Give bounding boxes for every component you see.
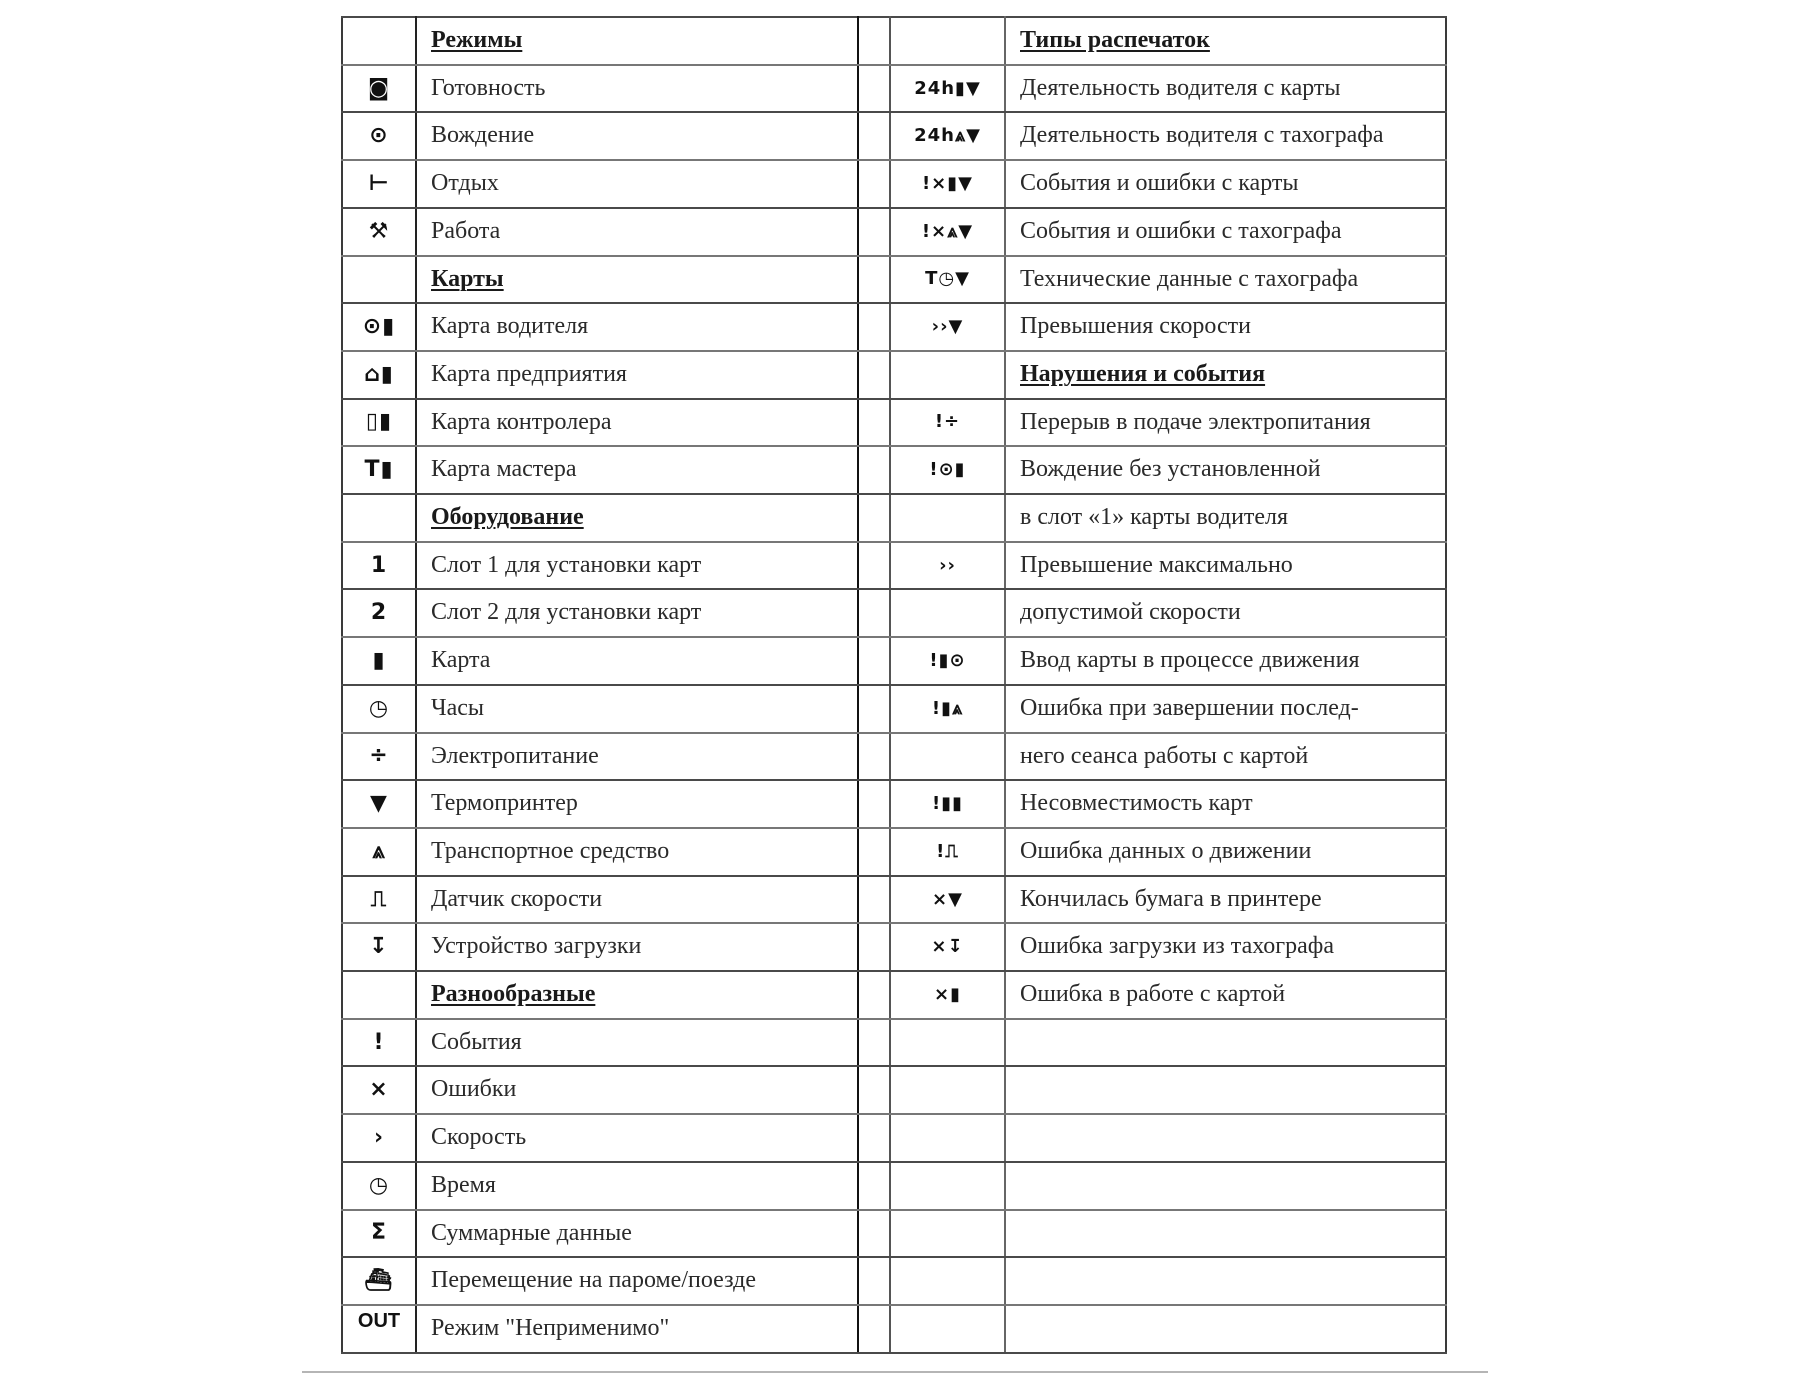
spacer-cell xyxy=(858,637,890,685)
symbol-cell xyxy=(890,494,1005,542)
description-cell xyxy=(416,160,858,208)
spacer-cell xyxy=(858,351,890,399)
description-cell xyxy=(1005,1210,1446,1258)
spacer-cell xyxy=(858,303,890,351)
description-cell xyxy=(416,1257,858,1305)
section-heading: Режимы xyxy=(431,27,523,53)
table-row xyxy=(342,971,1446,1019)
symbol-description: Ошибка при завершении послед- xyxy=(1020,694,1359,721)
description-cell xyxy=(1005,1257,1446,1305)
last-session-error-icon: !▮⩓ xyxy=(931,697,964,719)
symbol-description: События xyxy=(431,1028,522,1055)
spacer-cell xyxy=(858,1066,890,1114)
symbol-description: Ошибка в работе с картой xyxy=(1020,981,1286,1008)
printer-icon: ▼ xyxy=(370,791,388,817)
symbol-cell xyxy=(342,256,416,304)
spacer-cell xyxy=(858,446,890,494)
symbol-cell xyxy=(890,685,1005,733)
description-cell xyxy=(1005,1019,1446,1067)
symbol-cell xyxy=(342,828,416,876)
symbol-description: допустимой скорости xyxy=(1020,599,1241,626)
symbol-cell xyxy=(890,303,1005,351)
spacer-cell xyxy=(858,589,890,637)
symbol-cell xyxy=(342,494,416,542)
description-cell xyxy=(1005,828,1446,876)
spacer-cell xyxy=(858,828,890,876)
printout-driver-activity-card-icon: 24h▮▼ xyxy=(914,77,981,99)
symbol-cell xyxy=(890,17,1005,65)
symbol-description: Ошибки xyxy=(431,1076,517,1103)
vehicle-icon: ⩓ xyxy=(372,838,386,864)
table-row xyxy=(342,256,1446,304)
description-cell xyxy=(1005,208,1446,256)
spacer-cell xyxy=(858,542,890,590)
table-row xyxy=(342,1305,1446,1353)
description-cell xyxy=(416,351,858,399)
spacer-cell xyxy=(858,733,890,781)
driving-without-card-icon: !⊙▮ xyxy=(929,459,966,481)
symbol-description: Транспортное средство xyxy=(431,837,670,864)
section-heading: Разнообразные xyxy=(431,981,596,1008)
symbol-description: Кончилась бумага в принтере xyxy=(1020,885,1322,912)
description-cell xyxy=(1005,351,1446,399)
overspeed-icon: ›› xyxy=(939,554,956,576)
description-cell xyxy=(1005,65,1446,113)
description-cell xyxy=(1005,1305,1446,1353)
description-cell xyxy=(1005,589,1446,637)
symbol-description: Карта xyxy=(431,647,491,674)
description-cell xyxy=(416,1162,858,1210)
description-cell xyxy=(1005,1114,1446,1162)
description-cell xyxy=(1005,112,1446,160)
slot-1-icon: 1 xyxy=(370,552,388,578)
description-cell xyxy=(1005,923,1446,971)
symbol-cell xyxy=(342,1305,416,1353)
symbol-cell xyxy=(890,1305,1005,1353)
description-cell xyxy=(1005,637,1446,685)
symbol-description: Устройство загрузки xyxy=(431,933,642,960)
symbol-cell xyxy=(890,828,1005,876)
control-card-icon: ▯▮ xyxy=(365,409,393,435)
symbol-description: Технические данные с тахографа xyxy=(1020,265,1359,292)
error-icon: × xyxy=(369,1077,389,1103)
symbol-cell xyxy=(890,256,1005,304)
description-cell xyxy=(1005,1162,1446,1210)
table-row xyxy=(342,828,1446,876)
company-card-icon: ⌂▮ xyxy=(364,361,394,387)
symbol-cell xyxy=(342,542,416,590)
table-row xyxy=(342,1257,1446,1305)
table-row xyxy=(342,399,1446,447)
table-row xyxy=(342,160,1446,208)
symbol-description xyxy=(1006,1020,1445,1028)
download-device-icon: ↧ xyxy=(369,934,389,960)
description-cell xyxy=(416,112,858,160)
ready-mode-icon: ◙ xyxy=(367,75,391,101)
ferry-train-icon: ⛴ xyxy=(364,1268,394,1294)
symbol-cell xyxy=(890,1162,1005,1210)
description-cell xyxy=(1005,685,1446,733)
symbol-description: Превышения скорости xyxy=(1020,313,1251,340)
card-insertion-while-driving-icon: !▮⊙ xyxy=(929,649,966,671)
symbol-description: Деятельность водителя с карты xyxy=(1020,74,1341,101)
spacer-cell xyxy=(858,208,890,256)
symbol-cell xyxy=(890,1257,1005,1305)
symbol-cell xyxy=(890,399,1005,447)
table-row xyxy=(342,1066,1446,1114)
speed-sensor-icon: ⎍ xyxy=(370,886,388,912)
description-cell xyxy=(416,828,858,876)
spacer-cell xyxy=(858,112,890,160)
table-row xyxy=(342,1114,1446,1162)
symbol-cell xyxy=(342,1257,416,1305)
symbol-description: Термопринтер xyxy=(431,790,578,817)
symbol-cell xyxy=(890,446,1005,494)
symbol-description: Карта мастера xyxy=(431,456,577,483)
tachograph-symbols-table xyxy=(341,16,1447,1354)
table-row xyxy=(342,65,1446,113)
symbol-description: Суммарные данные xyxy=(431,1219,632,1246)
symbol-description: Готовность xyxy=(431,74,546,101)
symbol-description xyxy=(1006,1115,1445,1123)
symbol-description: в слот «1» карты водителя xyxy=(1020,504,1289,531)
symbol-description: Слот 1 для установки карт xyxy=(431,551,702,578)
symbol-cell xyxy=(890,1019,1005,1067)
symbol-cell xyxy=(342,685,416,733)
description-cell xyxy=(416,399,858,447)
description-cell xyxy=(1005,876,1446,924)
page-divider xyxy=(302,1371,1488,1373)
spacer-cell xyxy=(858,65,890,113)
section-heading: Карты xyxy=(431,265,504,292)
description-cell xyxy=(416,780,858,828)
table-row xyxy=(342,494,1446,542)
description-cell xyxy=(1005,303,1446,351)
spacer-cell xyxy=(858,1019,890,1067)
section-heading: Оборудование xyxy=(431,504,584,531)
description-cell xyxy=(1005,733,1446,781)
power-supply-icon: ÷ xyxy=(369,743,389,769)
symbol-description: Ввод карты в процессе движения xyxy=(1020,647,1360,674)
printout-technical-data-icon: T◷▼ xyxy=(925,268,970,290)
table-row xyxy=(342,303,1446,351)
spacer-cell xyxy=(858,1257,890,1305)
spacer-cell xyxy=(858,1114,890,1162)
description-cell xyxy=(1005,780,1446,828)
description-cell xyxy=(416,494,858,542)
out-of-scope-icon: OUT xyxy=(357,1309,401,1332)
description-cell xyxy=(416,208,858,256)
symbol-cell xyxy=(890,923,1005,971)
spacer-cell xyxy=(858,971,890,1019)
description-cell xyxy=(1005,1066,1446,1114)
symbol-cell xyxy=(342,112,416,160)
description-cell xyxy=(416,589,858,637)
symbol-description: Время xyxy=(431,1171,496,1198)
description-cell xyxy=(1005,160,1446,208)
driving-mode-icon: ⊙ xyxy=(369,123,389,149)
workshop-card-icon: T▮ xyxy=(364,457,394,483)
symbol-cell xyxy=(890,876,1005,924)
section-heading: Нарушения и события xyxy=(1020,360,1266,387)
description-cell xyxy=(416,876,858,924)
symbol-description: События и ошибки с карты xyxy=(1020,170,1299,197)
symbol-description: Карта водителя xyxy=(431,313,589,340)
spacer-cell xyxy=(858,494,890,542)
symbol-cell xyxy=(890,1114,1005,1162)
spacer-cell xyxy=(858,17,890,65)
card-error-icon: ×▮ xyxy=(934,983,961,1005)
description-cell xyxy=(1005,494,1446,542)
symbol-cell xyxy=(342,446,416,494)
symbol-cell xyxy=(890,208,1005,256)
description-cell xyxy=(416,542,858,590)
clock-icon: ◷ xyxy=(368,695,390,721)
description-cell xyxy=(1005,971,1446,1019)
description-cell xyxy=(416,1066,858,1114)
symbol-cell xyxy=(342,65,416,113)
symbol-cell xyxy=(890,971,1005,1019)
table-row xyxy=(342,112,1446,160)
symbol-description: Электропитание xyxy=(431,742,599,769)
event-icon: ! xyxy=(373,1029,385,1055)
spacer-cell xyxy=(858,1162,890,1210)
symbol-description: Несовместимость карт xyxy=(1020,790,1253,817)
table-row xyxy=(342,637,1446,685)
description-cell xyxy=(416,1019,858,1067)
description-cell xyxy=(1005,256,1446,304)
table-row xyxy=(342,733,1446,781)
spacer-cell xyxy=(858,876,890,924)
symbol-description xyxy=(1006,1306,1445,1314)
symbol-cell xyxy=(342,351,416,399)
table-row xyxy=(342,876,1446,924)
symbol-description: Деятельность водителя с тахографа xyxy=(1020,122,1384,149)
symbol-description: него сеанса работы с картой xyxy=(1020,742,1309,769)
symbol-cell xyxy=(890,733,1005,781)
description-cell xyxy=(1005,446,1446,494)
description-cell xyxy=(416,1210,858,1258)
symbol-cell xyxy=(890,637,1005,685)
symbol-cell xyxy=(890,351,1005,399)
time-icon: ◷ xyxy=(368,1172,390,1198)
card-conflict-icon: !▮▮ xyxy=(931,793,964,815)
symbol-cell xyxy=(890,542,1005,590)
description-cell xyxy=(416,733,858,781)
section-heading: Типы распечаток xyxy=(1020,27,1210,53)
motion-data-error-icon: !⎍ xyxy=(936,840,959,862)
symbol-description: События и ошибки с тахографа xyxy=(1020,217,1342,244)
symbol-description: Перерыв в подаче электропитания xyxy=(1020,408,1371,435)
symbol-description: Перемещение на пароме/поезде xyxy=(431,1267,756,1294)
symbol-cell xyxy=(890,780,1005,828)
table-row xyxy=(342,208,1446,256)
symbol-description xyxy=(1006,1163,1445,1171)
spacer-cell xyxy=(858,685,890,733)
table-row xyxy=(342,780,1446,828)
symbol-description: Слот 2 для установки карт xyxy=(431,599,702,626)
symbol-description: Вождение без установленной xyxy=(1020,456,1321,483)
symbol-cell xyxy=(890,1066,1005,1114)
description-cell xyxy=(416,446,858,494)
description-cell xyxy=(416,637,858,685)
paper-out-icon: ×▼ xyxy=(932,888,963,910)
spacer-cell xyxy=(858,399,890,447)
table-row xyxy=(342,351,1446,399)
symbol-cell xyxy=(342,589,416,637)
symbol-cell xyxy=(342,160,416,208)
description-cell xyxy=(416,65,858,113)
spacer-cell xyxy=(858,1305,890,1353)
symbol-cell xyxy=(342,1210,416,1258)
symbol-cell xyxy=(890,589,1005,637)
description-cell xyxy=(416,17,858,65)
symbol-cell xyxy=(342,208,416,256)
symbol-cell xyxy=(890,65,1005,113)
symbol-cell xyxy=(342,1114,416,1162)
symbol-cell xyxy=(890,112,1005,160)
symbol-cell xyxy=(342,637,416,685)
symbol-cell xyxy=(342,303,416,351)
symbol-description: Превышение максимально xyxy=(1020,551,1293,578)
symbol-cell xyxy=(342,876,416,924)
spacer-cell xyxy=(858,160,890,208)
symbol-description: Карта предприятия xyxy=(431,360,627,387)
symbol-description xyxy=(1006,1258,1445,1266)
symbol-description: Датчик скорости xyxy=(431,885,603,912)
symbol-description: Карта контролера xyxy=(431,408,612,435)
table-row xyxy=(342,1210,1446,1258)
table-row xyxy=(342,17,1446,65)
spacer-cell xyxy=(858,1210,890,1258)
symbol-cell xyxy=(342,733,416,781)
table-row xyxy=(342,1019,1446,1067)
symbol-description: Отдых xyxy=(431,170,499,197)
slot-2-icon: 2 xyxy=(370,600,388,626)
description-cell xyxy=(416,1305,858,1353)
rest-mode-icon: ⊢ xyxy=(368,170,390,196)
description-cell xyxy=(1005,542,1446,590)
symbol-cell xyxy=(342,1019,416,1067)
description-cell xyxy=(1005,17,1446,65)
symbol-cell xyxy=(342,17,416,65)
table-row xyxy=(342,542,1446,590)
description-cell xyxy=(1005,399,1446,447)
symbol-cell xyxy=(342,923,416,971)
spacer-cell xyxy=(858,256,890,304)
symbol-cell xyxy=(342,1066,416,1114)
spacer-cell xyxy=(858,923,890,971)
driver-card-icon: ⊙▮ xyxy=(362,314,396,340)
description-cell xyxy=(416,971,858,1019)
work-mode-icon: ⚒ xyxy=(368,218,390,244)
symbol-description xyxy=(1006,1211,1445,1219)
symbol-description xyxy=(1006,1067,1445,1075)
summary-icon: Σ xyxy=(370,1220,388,1246)
card-icon: ▮ xyxy=(372,647,386,673)
description-cell xyxy=(416,685,858,733)
table-row xyxy=(342,446,1446,494)
symbol-description: Вождение xyxy=(431,122,535,149)
description-cell xyxy=(416,923,858,971)
symbol-cell xyxy=(890,160,1005,208)
symbol-cell xyxy=(890,1210,1005,1258)
table-row xyxy=(342,923,1446,971)
symbol-description: Ошибка данных о движении xyxy=(1020,837,1312,864)
power-interruption-icon: !÷ xyxy=(934,411,961,433)
spacer-cell xyxy=(858,780,890,828)
printout-events-vu-icon: !×⩓▼ xyxy=(921,220,974,242)
description-cell xyxy=(416,256,858,304)
symbol-cell xyxy=(342,1162,416,1210)
symbol-description: Режим "Неприменимо" xyxy=(431,1314,670,1341)
symbol-cell xyxy=(342,780,416,828)
description-cell xyxy=(416,1114,858,1162)
symbol-cell xyxy=(342,971,416,1019)
symbol-description: Скорость xyxy=(431,1124,527,1151)
table-row xyxy=(342,589,1446,637)
printout-driver-activity-vu-icon: 24h⩓▼ xyxy=(914,125,981,147)
description-cell xyxy=(416,303,858,351)
printout-overspeed-icon: ››▼ xyxy=(931,316,964,338)
table-row xyxy=(342,685,1446,733)
printout-events-card-icon: !×▮▼ xyxy=(921,172,974,194)
speed-icon: › xyxy=(373,1125,385,1151)
symbol-cell xyxy=(342,399,416,447)
symbol-description: Часы xyxy=(431,694,485,721)
download-error-icon: ×↧ xyxy=(931,936,964,958)
symbol-description: Ошибка загрузки из тахографа xyxy=(1020,933,1335,960)
symbol-description: Работа xyxy=(431,217,501,244)
table-body xyxy=(342,17,1446,1353)
table-row xyxy=(342,1162,1446,1210)
